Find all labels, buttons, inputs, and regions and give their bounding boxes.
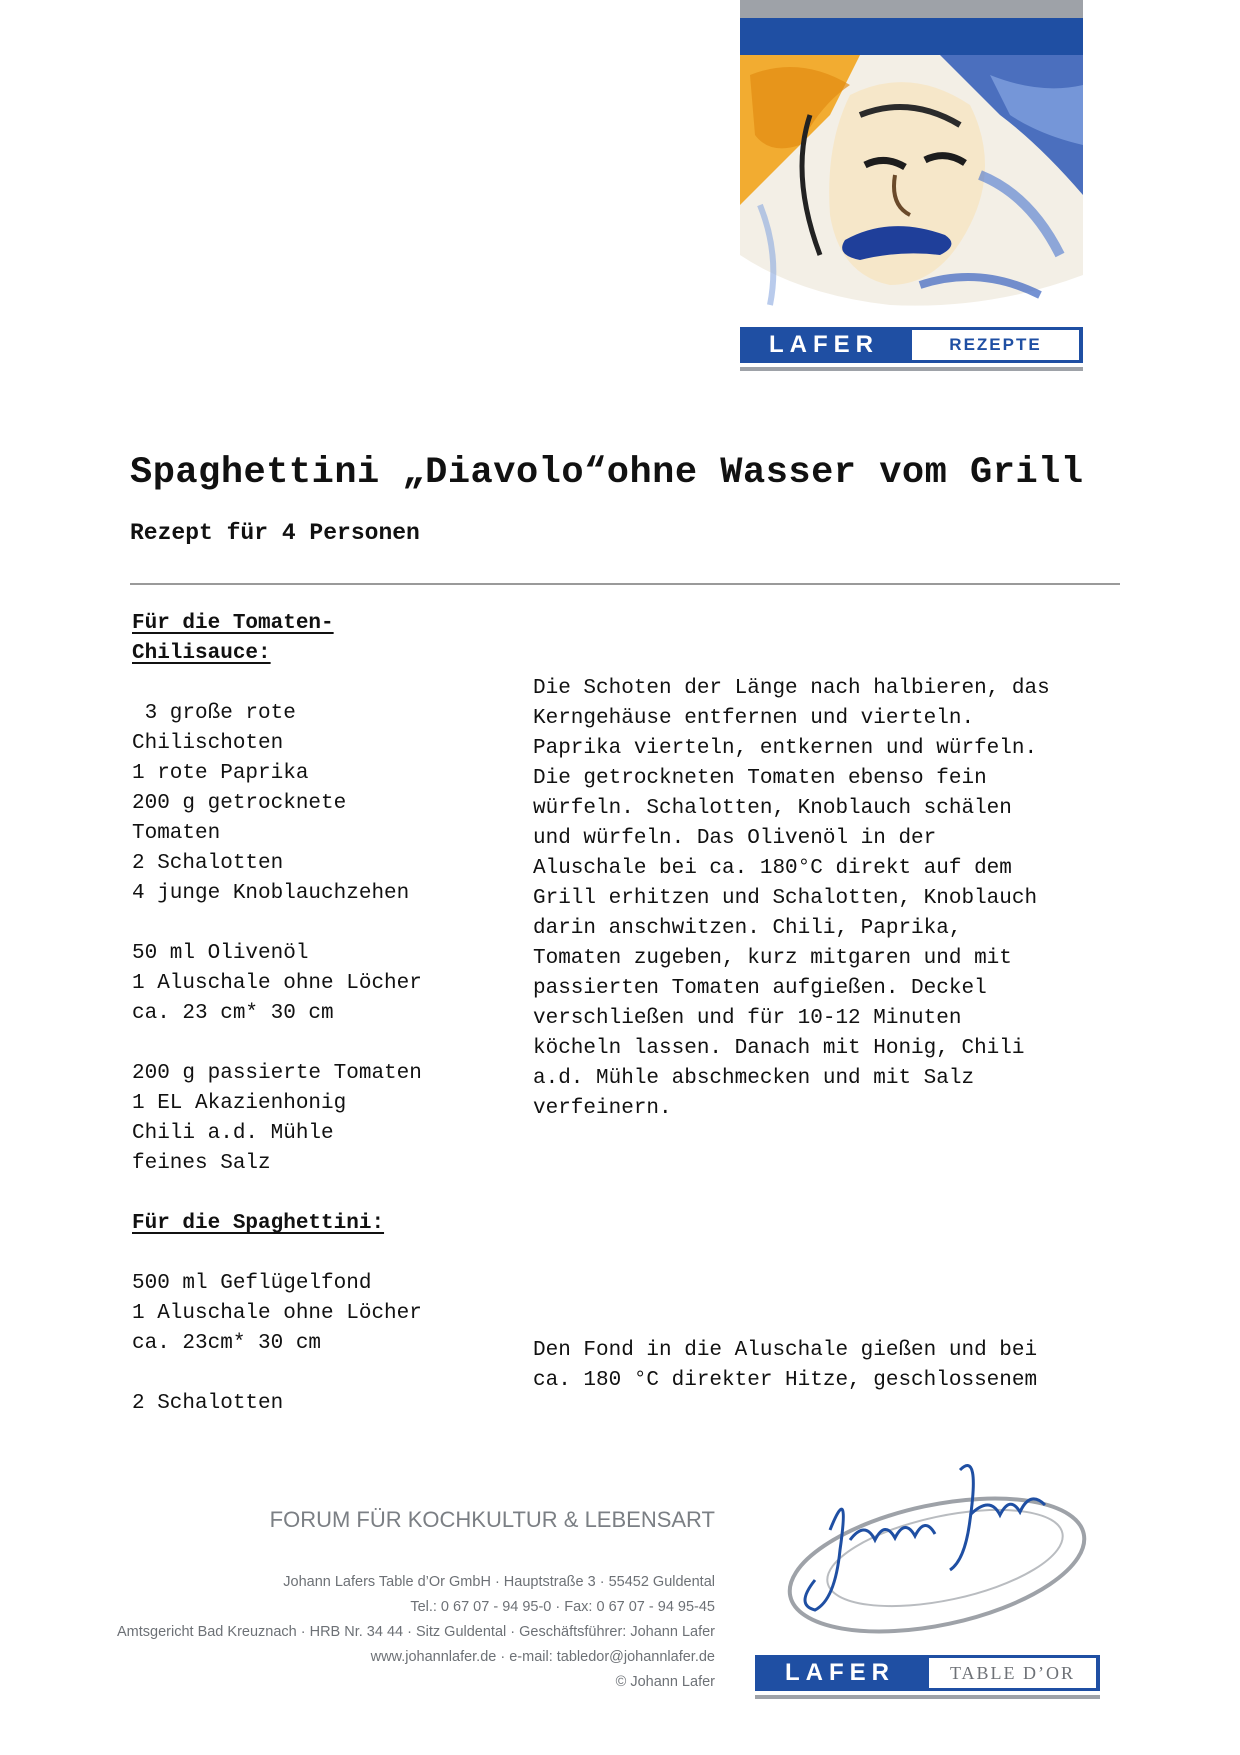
- sauce-heading: [132, 609, 334, 669]
- imprint-copyright: © Johann Lafer: [615, 1674, 715, 1690]
- footer-logo-brand-bar: [755, 1655, 1100, 1691]
- imprint-registry: Amtsgericht Bad Kreuznach · HRB Nr. 34 44 · Sitz Guldental · Geschäftsführer: Johann Lafer: [116, 1624, 715, 1640]
- portrait-illustration: [740, 55, 1083, 327]
- footer-logo-brand-text: LAFER: [785, 1659, 895, 1686]
- imprint-web: www.johannlafer.de · e-mail: tabledor@johannlafer.de: [370, 1649, 715, 1665]
- portrait-painting: [740, 55, 1083, 327]
- sauce-heading-text: Für die Tomaten- Chilisauce:: [132, 612, 334, 665]
- footer-tagline: FORUM FÜR KOCHKULTUR & LEBENSART: [269, 1507, 715, 1532]
- spaghettini-ingredients: 500 ml Geflügelfond 1 Aluschale ohne Löcher ca. 23cm* 30 cm 2 Schalotten: [132, 1272, 422, 1415]
- logo-blue-band: [740, 18, 1083, 55]
- signature-graphic: [755, 1440, 1100, 1655]
- recipe-title: Spaghettini „Diavolo“ohne Wasser vom Grill: [130, 452, 1084, 494]
- logo-brand-bar: [740, 327, 1083, 363]
- logo-brand-text: LAFER: [769, 331, 879, 358]
- spaghettini-heading: [132, 1209, 384, 1239]
- recipe-subtitle: Rezept für 4 Personen: [130, 520, 420, 546]
- logo-underline: [740, 367, 1083, 371]
- footer-logo: [755, 1440, 1100, 1700]
- footer-imprint: [117, 1570, 715, 1695]
- imprint-company: Johann Lafers Table d’Or GmbH · Hauptstraße 3 · 55452 Guldental: [283, 1574, 715, 1590]
- sauce-ingredients: 3 große rote Chilischoten 1 rote Paprika 200 g getrocknete Tomaten 2 Schalotten 4 junge Knoblauchzehen 50 ml Olivenöl 1 Aluschale ohne Löcher ca. 23 cm* 30 cm 200 g passierte Tomaten 1 EL Akazienhonig Chili a.d. Mühle feines Salz: [132, 702, 422, 1175]
- header-logo: [740, 0, 1083, 372]
- imprint-phone: Tel.: 0 67 07 - 94 95-0 · Fax: 0 67 07 - 94 95-45: [410, 1599, 715, 1615]
- logo-section-text: REZEPTE: [912, 330, 1079, 360]
- sauce-steps: Die Schoten der Länge nach halbieren, das Kerngehäuse entfernen und vierteln. Paprika vierteln, entkernen und würfeln. Die getrockneten Tomaten ebenso fein würfeln. Schalotten, Knoblauch schälen und würfeln. Das Olivenöl in der Aluschale bei ca. 180°C direkt auf dem Grill erhitzen und Schalotten, Knoblauch darin anschwitzen. Chili, Paprika, Tomaten zugeben, kurz mitgaren und mit passierten Tomaten aufgießen. Deckel verschließen und für 10-12 Minuten köcheln lassen. Danach mit Honig, Chili a.d. Mühle abschmecken und mit Salz verfeinern.: [533, 677, 1050, 1120]
- logo-grey-band: [740, 0, 1083, 18]
- title-divider: [130, 583, 1120, 585]
- footer-logo-section-text: TABLE D’OR: [929, 1658, 1096, 1688]
- spaghettini-heading-text: Für die Spaghettini:: [132, 1212, 385, 1235]
- spaghettini-steps: Den Fond in die Aluschale gießen und bei ca. 180 °C direkter Hitze, geschlossenem: [533, 1339, 1038, 1392]
- footer-logo-underline: [755, 1695, 1100, 1699]
